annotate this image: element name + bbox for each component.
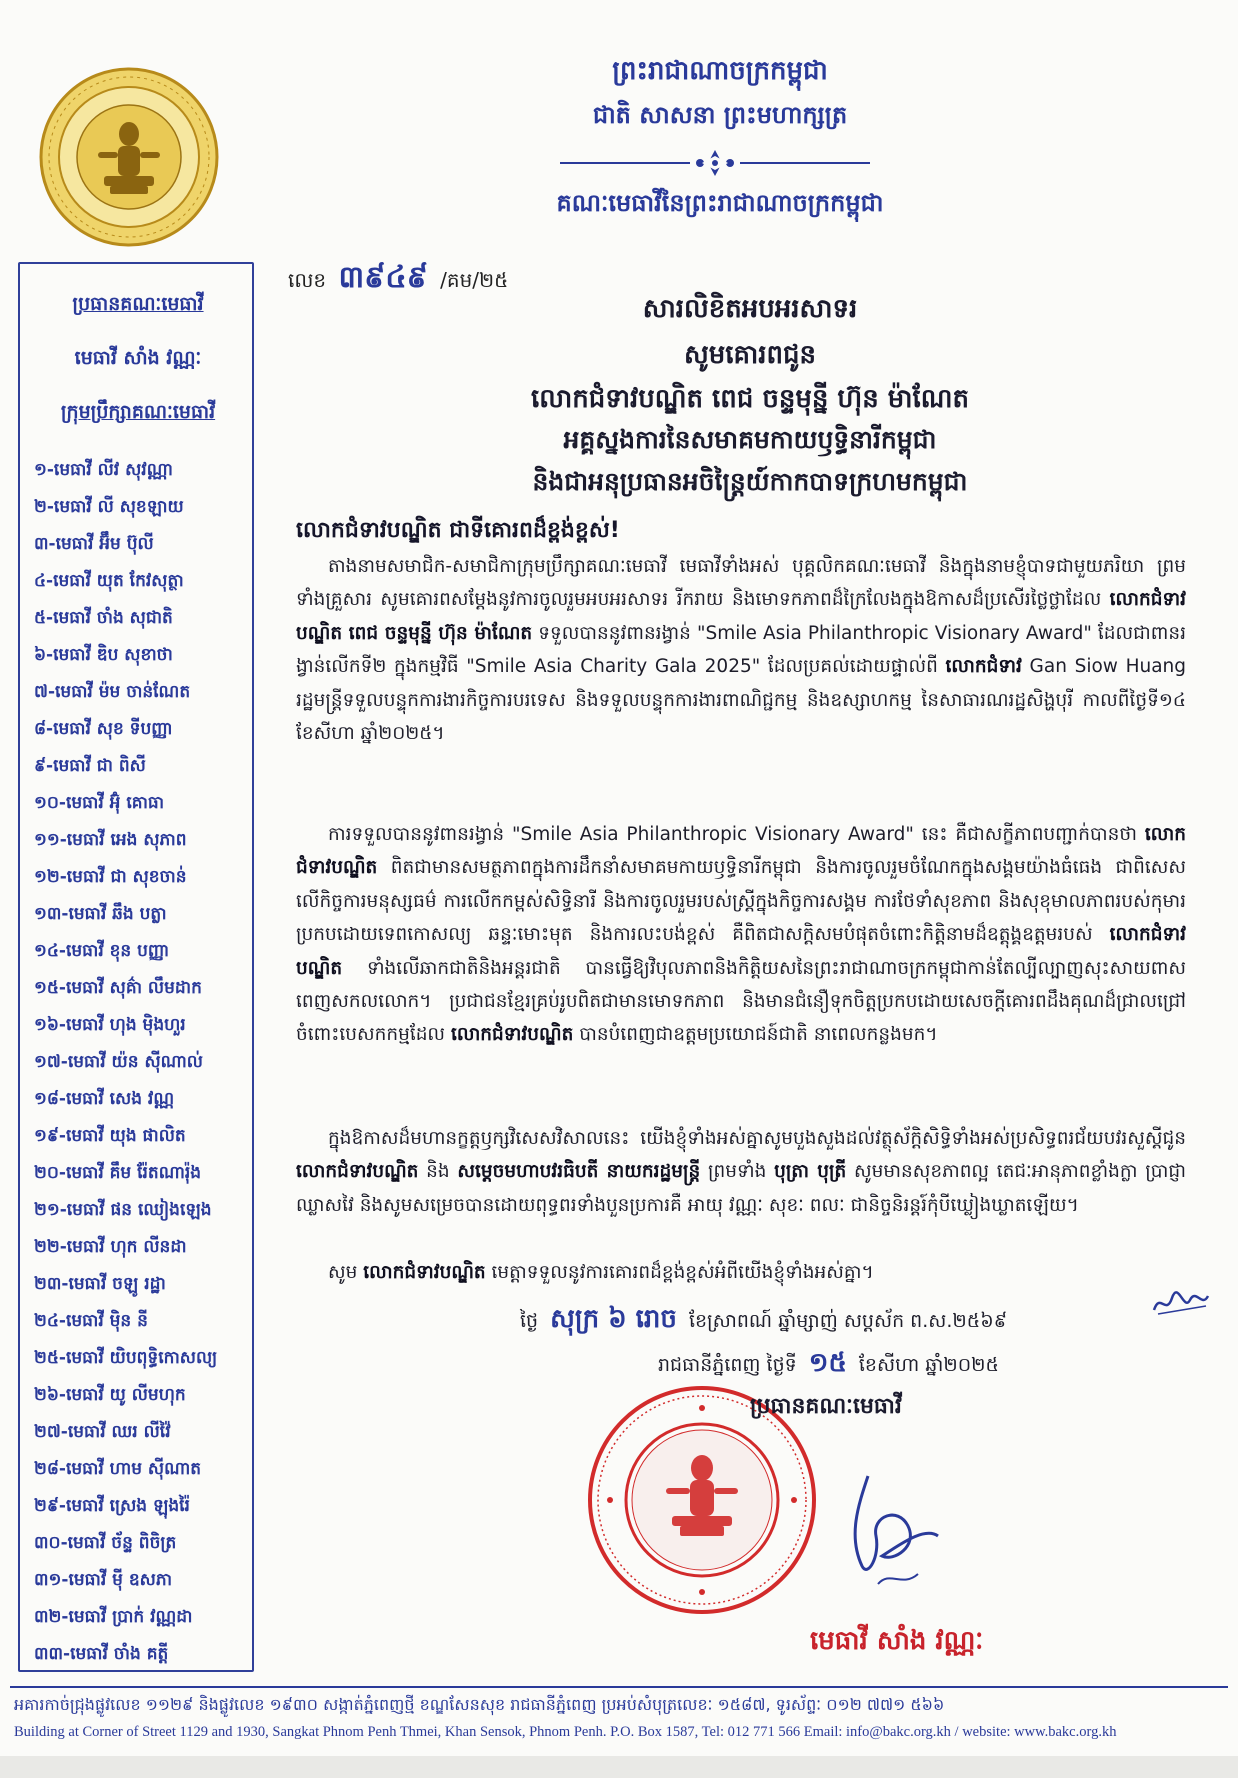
council-member: ១៣-មេធាវី ឆឹង បត្លា: [34, 904, 167, 924]
council-member: ៧-មេធាវី ម៉ម ចាន់ណែត: [34, 682, 191, 702]
paragraph-text: ទទួលបាននូវពានរង្វាន់ "Smile Asia Philanthropic Visionary Award" ដែលជាពានរង្វាន់លើកទី២ ក្នុងកម្មវិធី "Smile Asia Charity Gala 2025" ដែលប្រគល់ដោយផ្ទាល់ពី: [296, 622, 1186, 678]
council-sidebar: [18, 262, 254, 1672]
children-mention: បុត្រា បុត្រី: [774, 1161, 847, 1183]
honoree-title: លោកជំទាវបណ្ឌិត: [296, 1161, 419, 1183]
paragraph-text: ទាំងលើឆាកជាតិនិងអន្តរជាតិ បានធ្វើឱ្យវិបុលភាពនិងកិត្តិយសនៃព្រះរាជាណាចក្រកម្ពុជាកាន់តែល្បីល្បាញសុះសាយពាសពេញសកលលោក។ ប្រជាជនខ្មែរគ្រប់រូបពិតជាមានមោទកភាព និងមានជំនឿទុកចិត្តប្រកបដោយសេចក្តីគោរពដឹងគុណដ៏ជ្រាលជ្រៅ ចំពោះបេសកកម្មដែល: [296, 957, 1186, 1046]
council-member: ១២-មេធាវី ជា សុខចាន់: [34, 867, 187, 887]
council-member: ២០-មេធាវី គឹម រ៉ែតណារ៉ុង: [34, 1163, 202, 1183]
council-member: ២២-មេធាវី ហុក លីនដា: [34, 1237, 187, 1257]
council-member: ២៥-មេធាវី យិបពុទ្ធិកោសល្យ: [34, 1348, 218, 1368]
paragraph-text: ព្រមទាំង: [707, 1161, 767, 1183]
handwritten-initials-icon: [1150, 1286, 1212, 1320]
council-member: ២៣-មេធាវី ចឡូ រដ្ឋា: [34, 1274, 166, 1294]
paragraph-text: តាងនាមសមាជិក-សមាជិកាក្រុមប្រឹក្សាគណៈមេធាវី មេធាវីទាំងអស់ បុគ្គលិកគណៈមេធាវី និងក្នុងនាមខ្ញុំបាទជាមួយភរិយា ព្រមទាំងគ្រួសារ សូមគោរពសម្តែងនូវការចូលរួមអបអរសាទរ រីករាយ និងមោទកភាពដ៏ក្រៃលែងក្នុងឱកាសដ៏ប្រសើរថ្លៃថ្លាដែល: [296, 556, 1186, 611]
council-member: ១៨-មេធាវី សេង វណ្ណ: [34, 1089, 175, 1109]
ornament-divider-icon: [560, 148, 870, 178]
signatory-title: ប្រធានគណៈមេធាវី: [750, 1394, 902, 1419]
council-member: ១៤-មេធាវី ខុន បញ្ញា: [34, 941, 170, 961]
paragraph-text: សូមមានសុខភាពល្អ តេជៈអានុភាពខ្លាំងក្លា ប្រាជ្ញាឈ្លាសវៃ និងសូមសម្រេចបានដោយពុទ្ធពរទាំងបួនប្រការគឺ អាយុ វណ្ណៈ សុខៈ ពលៈ ជានិច្ចនិរន្តរ៍កុំបីឃ្លៀងឃ្លាតឡើយ។: [296, 1161, 1186, 1216]
council-member: ៨-មេធាវី សុខ ទីបញ្ញា: [34, 719, 173, 739]
council-title: ក្រុមប្រឹក្សាគណៈមេធាវី: [60, 401, 216, 423]
council-member: ៣៣-មេធាវី ចាំង គត្តី: [34, 1644, 169, 1664]
council-member: ២៤-មេធាវី ម៉ិន នី: [34, 1311, 148, 1331]
paragraph-text: មេត្តាទទួលនូវការគោរពដ៏ខ្ពង់ខ្ពស់អំពីយើងខ្ញុំទាំងអស់គ្នា។: [491, 1262, 874, 1283]
signature-icon: [838, 1466, 948, 1596]
paragraph-3: [296, 1122, 1186, 1222]
paragraph-1: [296, 550, 1186, 750]
president-name: មេធាវី សាំង វណ្ណៈ: [74, 347, 202, 369]
organization-heading: គណៈមេធាវីនៃព្រះរាជាណាចក្រកម្ពុជា: [556, 189, 884, 217]
honoree-title: លោកជំទាវបណ្ឌិត: [296, 824, 1186, 879]
paragraph-text: ការទទួលបាននូវពានរង្វាន់ "Smile Asia Philanthropic Visionary Award" នេះ គឺជាសក្ខីភាពបញ្ជាក់បានថា: [328, 824, 1138, 845]
letter-title: សារលិខិតអបអរសាទរ: [642, 294, 858, 324]
addressee-position-2: និងជាអនុប្រធានអចិន្ត្រៃយ៍កាកបាទក្រហមកម្ពុជា: [532, 467, 968, 496]
council-member: ១៦-មេធាវី ហុង ម៉ិងហួរ: [34, 1015, 186, 1035]
reference-handwritten-number: ៣៩៤៩: [338, 260, 428, 295]
paragraph-text: បានបំពេញជាឧត្តមប្រយោជន៍ជាតិ នាពេលកន្លងមក។: [579, 1024, 938, 1046]
honoree-title: លោកជំទាវបណ្ឌិត: [363, 1262, 486, 1283]
reference-suffix: /គម/២៥: [440, 268, 509, 292]
paragraph-4: [296, 1256, 1186, 1289]
paragraph-text: Gan Siow Huang រដ្ឋមន្ត្រីទទួលបន្ទុកការងារកិច្ចការបរទេស និងទទួលបន្ទុកការងារពាណិជ្ជកម្ម និងឧស្សាហកម្ម នៃសាធារណរដ្ឋសិង្ហបុរី កាលពីថ្ងៃទី១៤ ខែសីហា ឆ្នាំ២០២៥។: [296, 656, 1187, 745]
council-member: ២៨-មេធាវី ហាម ស៊ីណាត: [34, 1459, 202, 1479]
council-member: ៣០-មេធាវី ច័ន្ទ ពិចិត្រ: [34, 1533, 177, 1553]
footer-address-khmer: អគារកាច់ជ្រុងផ្លូវលេខ ១១២៩ និងផ្លូវលេខ ១៩៣០ សង្កាត់ភ្នំពេញថ្មី ខណ្ឌសែនសុខ រាជធានីភ្នំពេញ ប្រអប់សំបុត្រលេខៈ ១៥៨៧, ទូរស័ព្ទៈ ០១២ ៧៧១ ៥៦៦: [14, 1695, 945, 1714]
council-member-list: [34, 452, 248, 1673]
footer-address-english: Building at Corner of Street 1129 and 1930, Sangkat Phnom Penh Thmei, Khan Sensok, Phnom Penh. P.O. Box 1587, Tel: 012 771 566 Email: info@bakc.org.kh / website: www.bakc.org.kh: [14, 1724, 1117, 1740]
motto-heading: ជាតិ សាសនា ព្រះមហាក្សត្រ: [592, 101, 848, 129]
honoree-title: លោកជំទាវបណ្ឌិត: [450, 1024, 574, 1046]
council-member: ១៧-មេធាវី យ៉ន ស៊ីណាល់: [34, 1052, 203, 1072]
reference-prefix: លេខ: [288, 268, 327, 292]
solar-date-suffix: ខែសីហា ឆ្នាំ២០២៥: [858, 1354, 1000, 1376]
council-member: ៣-មេធាវី អ៊ឹម ប៊ុលី: [34, 534, 154, 554]
council-member: ២៩-មេធាវី ស្រេង ឡុងរ៉ៃ: [34, 1496, 190, 1516]
council-member: ១១-មេធាវី អេង សុភាព: [34, 830, 187, 850]
addressee-position-1: អគ្គស្នងការនៃសមាគមកាយឫទ្ធិនារីកម្ពុជា: [563, 425, 937, 454]
council-member: ៣២-មេធាវី ប្រាក់ វណ្ណដា: [34, 1607, 193, 1627]
council-member: ១០-មេធាវី អ៊ុំ គោធា: [34, 793, 165, 813]
council-member: ២-មេធាវី លី សុខឡាយ: [34, 497, 184, 517]
council-member: ១៩-មេធាវី យុង ផាលិត: [34, 1126, 186, 1146]
honoree-name: លោកជំទាវបណ្ឌិត ពេជ ចន្ទមុន្នី ហ៊ុន ម៉ាណែត: [296, 589, 1186, 644]
council-member: ២៦-មេធាវី យូ លីមហុក: [34, 1385, 186, 1405]
council-member: ៤-មេធាវី យុត កែវសុត្ថា: [34, 571, 184, 591]
lunar-date: [520, 1302, 1007, 1340]
salutation: លោកជំទាវបណ្ឌិត ជាទីគោរពដ៏ខ្ពង់ខ្ពស់!: [296, 518, 620, 543]
page-bottom-edge: [0, 1756, 1238, 1778]
addressee-name: លោកជំទាវបណ្ឌិត ពេជ ចន្ទមុន្នី ហ៊ុន ម៉ាណែត: [530, 384, 969, 414]
council-member: ៩-មេធាវី ជា ពិសី: [34, 756, 146, 776]
president-title: ប្រធានគណៈមេធាវី: [72, 293, 204, 315]
council-member: ៥-មេធាវី ចាំង សុជាតិ: [34, 608, 173, 628]
lunar-date-prefix: ថ្ងៃ: [520, 1310, 539, 1332]
council-member: ២៧-មេធាវី ឈរ លីវ៉ៃ: [34, 1422, 171, 1442]
bar-association-emblem-icon: [38, 66, 220, 248]
council-member: ១-មេធាវី លីវ សុវណ្ណា: [34, 460, 173, 480]
solar-date: [658, 1346, 999, 1384]
paragraph-text: សូម: [328, 1262, 358, 1283]
kingdom-heading: ព្រះរាជាណាចក្រកម្ពុជា: [612, 56, 828, 86]
solar-date-prefix: រាជធានីភ្នំពេញ ថ្ងៃទី: [658, 1354, 797, 1376]
honoree-title: លោកជំទាវបណ្ឌិត: [296, 924, 1186, 979]
council-member: ៦-មេធាវី ឌិប សុខាថា: [34, 645, 173, 665]
addressee-intro: សូមគោរពជូន: [683, 340, 817, 370]
paragraph-text: និង: [426, 1161, 450, 1183]
lunar-date-day: សុក្រ ៦ រោច: [550, 1304, 677, 1334]
solar-date-day: ១៥: [808, 1348, 847, 1378]
paragraph-2: [296, 818, 1186, 1052]
honoree-title: លោកជំទាវ: [945, 656, 1022, 678]
prime-minister-title: សម្តេចមហាបវរធិបតី នាយករដ្ឋមន្ត្រី: [457, 1161, 701, 1183]
council-member: ១៥-មេធាវី សុគ៌ា លឹមដាក: [34, 978, 202, 998]
lunar-date-suffix: ខែស្រាពណ៍ ឆ្នាំម្សាញ់ សប្តស័ក ព.ស.២៥៦៩: [688, 1310, 1008, 1332]
paragraph-text: ក្នុងឱកាសដ៏មហានក្ខត្តឫក្សវិសេសវិសាលនេះ យើងខ្ញុំទាំងអស់គ្នាសូមបួងសួងដល់វត្ថុស័ក្តិសិទ្ធិទាំងអស់ប្រសិទ្ធពរជ័យបវរសួស្តីជូន: [328, 1128, 1186, 1149]
footer-divider: [10, 1686, 1228, 1688]
council-member: ២១-មេធាវី ផន ឈៀងឡេង: [34, 1200, 212, 1220]
signatory-name: មេធាវី សាំង វណ្ណៈ: [810, 1626, 984, 1656]
paragraph-text: ពិតជាមានសមត្ថភាពក្នុងការដឹកនាំសមាគមកាយឫទ្ធិនារីកម្ពុជា និងការចូលរួមចំណែកក្នុងសង្គមយ៉ាងធំធេង ជាពិសេសលើកិច្ចការមនុស្សធម៌ ការលើកកម្ពស់សិទ្ធិនារី និងការចូលរួមរបស់ស្ត្រីក្នុងកិច្ចការសង្គម ការថែទាំសុខភាព និងសុខុមាលភាពរបស់កុមារ ប្រកបដោយទេពកោសល្យ ឆន្ទៈមោះមុត និងការលះបង់ខ្ពស់ គឺពិតជាសក្តិសមបំផុតចំពោះកិត្តិនាមដ៏ឧត្តុង្គឧត្តមរបស់: [296, 857, 1186, 946]
council-member: ៣១-មេធាវី មុី ឧសភា: [34, 1570, 173, 1590]
